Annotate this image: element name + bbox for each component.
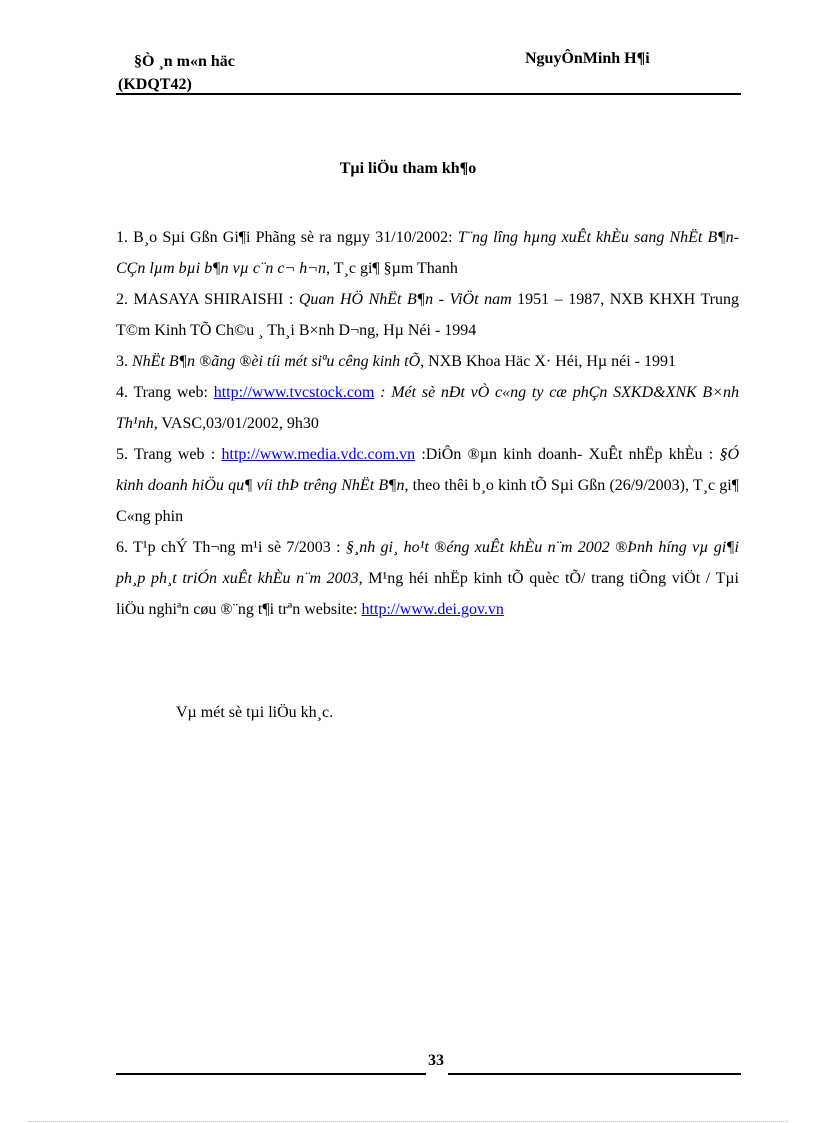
header-divider [116, 93, 741, 95]
header-course [118, 50, 235, 96]
reference-link-tvcstock[interactable]: http://www.tvcstock.com [213, 384, 375, 401]
page-edge-divider [28, 1121, 788, 1122]
header-author: NguyÔnMinh H¶i [525, 50, 650, 67]
reference-title: : Mét sè nÐt vÒ c«ng ty cæ phÇn SXKD&XNK B×nh Th¹nh [116, 384, 739, 432]
reference-item-1: 1. B¸o Sµi Gßn Gi¶i Phãng sè ra ngµy 31/10/2002: T¨ng lîng hµng xuÊt khÈu sang NhËt B¶n- CÇn lµm bµi b¶n vµ c¨n c¬ h¬n, T¸c gi¶ §µm Thanh [116, 229, 739, 277]
reference-link-dei[interactable]: http://www.dei.gov.vn [361, 601, 504, 618]
reference-title: §¸nh gi¸ ho¹t ®éng xuÊt khÈu n¨m 2002 ®Þnh híng vµ gi¶i ph¸p ph¸t triÓn xuÊt khÈu n¨m 2003 [116, 539, 739, 587]
reference-item-2: 2. MASAYA SHIRAISHI : Quan HÖ NhËt B¶n - ViÖt nam 1951 – 1987, NXB KHXH Trung T©m Kinh TÕ Ch©u ¸ Th¸i B×nh D¬ng, Hµ Néi - 1994 [116, 291, 740, 339]
header-course-code: (KDQT42) [118, 76, 192, 93]
footer-divider [116, 1073, 741, 1075]
reference-item-3: 3. NhËt B¶n ®ãng ®èi tíi mét siªu cêng kinh tÕ, NXB Khoa Häc X· Héi, Hµ néi - 1991 [116, 353, 676, 370]
page-title: Tµi liÖu tham kh¶o [339, 160, 477, 177]
reference-item-5: 5. Trang web : http://www.media.vdc.com.vn :DiÔn ®µn kinh doanh- XuÊt nhËp khÈu : §Ó kinh doanh hiÖu qu¶ víi thÞ trêng NhËt B¶n, theo thêi b¸o kinh tÕ Sµi Gßn (26/9/2003), T¸c gi¶ C«ng phin [116, 446, 740, 525]
reference-title: NhËt B¶n ®ãng ®èi tíi mét siªu cêng kinh tÕ [132, 353, 421, 370]
page-number: 33 [428, 1052, 444, 1069]
reference-link-media-vdc[interactable]: http://www.media.vdc.com.vn [221, 446, 416, 463]
reference-title: T¨ng lîng hµng xuÊt khÈu sang NhËt B¶n- CÇn lµm bµi b¶n vµ c¨n c¬ h¬n [116, 229, 739, 277]
footer-rule-left [116, 1073, 426, 1075]
closing-note: Vµ mét sè tµi liÖu kh¸c. [176, 704, 334, 721]
reference-list [116, 222, 739, 625]
footer-rule-right [448, 1073, 741, 1075]
reference-item-6: 6. T¹p chÝ Th¬ng m¹i sè 7/2003 : §¸nh gi¸ ho¹t ®éng xuÊt khÈu n¨m 2002 ®Þnh híng vµ gi¶i ph¸p ph¸t triÓn xuÊt khÈu n¨m 2003, M¹ng héi nhËp kinh tÕ quèc tÕ/ trang tiÕng viÖt / Tµi liÖu nghiªn cøu ®¨ng t¶i trªn website: http://www.dei.gov.vn [116, 539, 740, 618]
reference-title: §Ó kinh doanh hiÖu qu¶ víi thÞ trêng NhËt B¶n [116, 446, 740, 494]
reference-item-4: 4. Trang web: http://www.tvcstock.com : Mét sè nÐt vÒ c«ng ty cæ phÇn SXKD&XNK B×nh Th¹nh, VASC,03/01/2002, 9h30 [116, 384, 739, 432]
reference-title: Quan HÖ NhËt B¶n - ViÖt nam [298, 291, 512, 308]
header-course-title: §Ò ¸n m«n häc [134, 53, 235, 70]
